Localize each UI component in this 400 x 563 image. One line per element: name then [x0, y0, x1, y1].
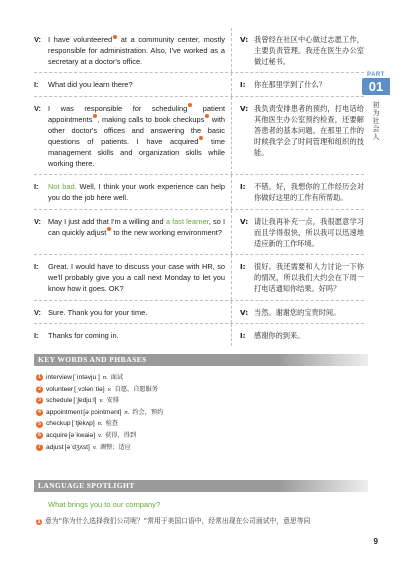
chinese-text: 请让我再补充一点，我很愿意学习而且学得很快，所以我可以迅速地适应新的工作环境。 [254, 216, 364, 248]
chinese-line [231, 97, 364, 175]
meaning: 检查 [105, 420, 118, 428]
english-text: Sure. Thank you for your time. [48, 307, 148, 317]
english-line [34, 255, 231, 299]
part-of-speech: v. [99, 397, 104, 405]
chinese-text: 当然。谢谢您的宝贵时间。 [254, 307, 341, 317]
note-number-badge: 1 [37, 519, 41, 525]
english-line [34, 73, 231, 95]
key-word-item [36, 395, 336, 407]
english-line [34, 210, 231, 254]
english-text: Great. I would have to discuss your case with HR, so we'll probably give you a call next Monday to let you know how it goes. OK? [48, 262, 225, 294]
item-number-badge: 4 [36, 409, 43, 416]
speaker: V: [240, 307, 249, 317]
speaker: V: [34, 103, 41, 113]
part-label: PART [367, 72, 385, 78]
spotlight-note: 1 意为“你为什么选择我们公司呢？”常用于美国口语中，经常出现在公司面试中，意思等同 [37, 517, 311, 525]
dialogue-row [34, 301, 364, 324]
meaning: 获得，得到 [105, 431, 137, 439]
dialogue-row [34, 97, 364, 176]
chinese-line [231, 301, 364, 323]
speaker: V: [240, 103, 249, 113]
pronunciation: [ˈtʃekʌp] [71, 420, 95, 428]
term: checkup [46, 420, 71, 428]
pronunciation: [əˈkwaiə] [68, 431, 96, 439]
part-of-speech: n. [97, 420, 103, 428]
key-words-heading: KEY WORDS AND PHRASES [34, 354, 368, 366]
item-number-badge: 1 [36, 374, 43, 381]
chinese-text: 你在那里学到了什么？ [254, 80, 326, 90]
item-number-badge: 7 [36, 444, 43, 451]
key-word-item [36, 407, 336, 419]
part-title: 初为社会人 [372, 101, 380, 142]
part-of-speech: n. [124, 408, 130, 416]
speaker: I: [34, 262, 39, 272]
key-word-item [36, 442, 336, 454]
dialogue-table [34, 28, 364, 346]
speaker: I: [34, 330, 39, 340]
english-line [34, 324, 231, 346]
part-of-speech: v. [98, 431, 103, 439]
pronunciation: [ˌvɔlənˈtiə] [74, 385, 105, 393]
dialogue-row [34, 255, 364, 300]
part-tab [362, 72, 390, 141]
meaning: 面试 [110, 374, 124, 381]
item-number-badge: 2 [36, 386, 43, 393]
chinese-text: 很好。我还需要和人力讨论一下你的情况，所以我们大约会在下周一打电话通知你结果。好吗？ [254, 262, 364, 294]
language-spotlight-heading: LANGUAGE SPOTLIGHT [34, 480, 368, 492]
speaker: I: [240, 80, 246, 90]
speaker: V: [34, 216, 41, 226]
english-text: What did you learn there? [48, 80, 133, 90]
chinese-text: 不错。好，我想你的工作经历会对你做好这里的工作有所帮助。 [254, 182, 364, 203]
term: volunteer [46, 385, 74, 393]
part-number: 01 [362, 78, 390, 95]
term: schedule [46, 397, 73, 405]
chinese-line [231, 28, 364, 72]
meaning: 约会，预约 [132, 408, 164, 416]
pronunciation: [ˈʃedjuːl] [73, 397, 97, 405]
part-of-speech: n. [102, 374, 108, 381]
pronunciation: [əˈpɔintmənt] [83, 408, 122, 416]
meaning: 自愿，自愿服务 [114, 385, 158, 393]
dialogue-row [34, 324, 364, 346]
chinese-line [231, 324, 364, 346]
english-text: Not bad. Well, I think your work experience can help you do the job here well. [48, 182, 225, 203]
english-line [34, 28, 231, 72]
dialogue-row [34, 73, 364, 96]
pronunciation: [ˈintəvjuː] [73, 374, 100, 381]
english-text: May I just add that I'm a willing and a fast learner, so I can quickly adjust to the new working environment? [48, 216, 225, 237]
key-words-list [36, 372, 336, 453]
speaker: V: [240, 216, 249, 226]
term: interview [46, 374, 73, 381]
speaker: V: [240, 35, 249, 44]
meaning: 调整；适应 [99, 443, 131, 451]
meaning: 安排 [106, 397, 119, 405]
speaker: V: [34, 307, 41, 317]
chinese-line [231, 175, 364, 208]
pronunciation: [əˈdʒʌst] [64, 443, 90, 451]
chinese-text: 我曾经在社区中心做过志愿工作，主要负责管理。我还在医生办公室做过秘书。 [254, 35, 364, 67]
item-number-badge: 6 [36, 432, 43, 439]
spotlight-question: What brings you to our company? [48, 500, 161, 509]
chinese-line [231, 210, 364, 254]
english-text: I have volunteered at a community center, mostly responsible for administration. Also, I've worked as a secretary at a doctor's office. [48, 35, 225, 67]
english-line [34, 97, 231, 175]
key-word-item [36, 430, 336, 442]
key-word-item [36, 372, 336, 384]
key-word-item [36, 384, 336, 396]
term: acquire [46, 431, 68, 439]
part-of-speech: v. [92, 443, 97, 451]
dialogue-row [34, 210, 364, 255]
dialogue-row [34, 175, 364, 209]
chinese-line [231, 255, 364, 299]
speaker: I: [240, 262, 246, 272]
chinese-text: 我负责安排患者的预约，打电话给其他医生办公室预约检查，还要解答患者的基本问题。在那里工作的时候我学会了时间管理和组织的技能。 [254, 103, 364, 158]
english-text: I was responsible for scheduling patient appointments , making calls to book checkups with other doctor's offices and answering the basic questions of patients. I have acquired time management skills and organization skills while working there. [48, 103, 226, 169]
english-line [34, 301, 231, 323]
key-word-item [36, 418, 336, 430]
chinese-line [231, 73, 364, 95]
english-text: Thanks for coming in. [48, 330, 119, 340]
term: appointment [46, 408, 83, 416]
page-number: 9 [373, 537, 378, 546]
chinese-text: 感谢你的到来。 [254, 330, 305, 340]
item-number-badge: 5 [36, 421, 43, 428]
dialogue-row [34, 28, 364, 73]
speaker: I: [240, 182, 246, 192]
item-number-badge: 3 [36, 397, 43, 404]
speaker: V: [34, 35, 41, 44]
term: adjust [46, 443, 64, 451]
part-of-speech: v. [107, 385, 112, 393]
speaker: I: [240, 330, 246, 340]
speaker: I: [34, 80, 39, 90]
english-line [34, 175, 231, 208]
speaker: I: [34, 182, 39, 192]
